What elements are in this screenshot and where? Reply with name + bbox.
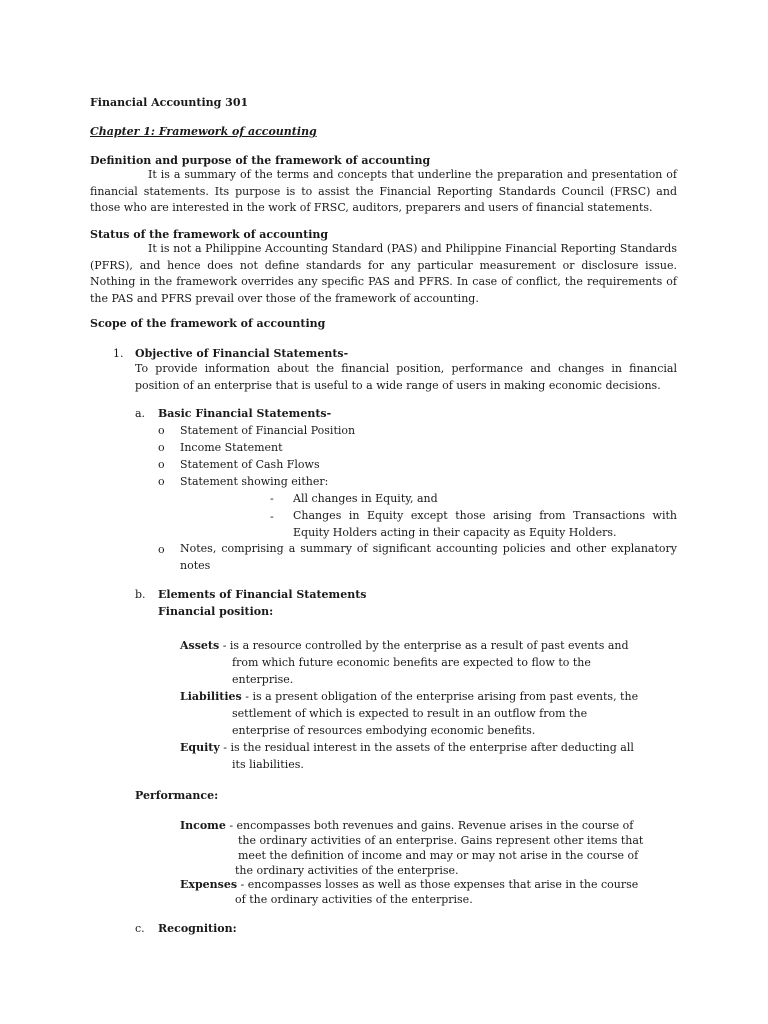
list-letter-c: c. — [135, 922, 145, 935]
expenses-line: of the ordinary activities of the enterprise. — [235, 893, 473, 906]
list-number-1: 1. — [113, 347, 124, 360]
liabilities-line: enterprise of resources embodying economic benefits. — [232, 724, 536, 737]
section-heading-scope: Scope of the framework of accounting — [90, 317, 326, 330]
bullet-glyph: o — [158, 458, 165, 471]
section-heading-status: Status of the framework of accounting — [90, 228, 329, 241]
dash-glyph: - — [270, 510, 274, 523]
income-line: meet the definition of income and may or may not arise in the course of — [238, 849, 639, 862]
dash-glyph: - — [270, 492, 274, 505]
item1-title: Objective of Financial Statements- — [135, 347, 349, 360]
item-a-title: Basic Financial Statements- — [158, 407, 332, 420]
bullet-item: Statement of Financial Position — [180, 424, 356, 437]
section-body-definition: It is a summary of the terms and concepts that underline the preparation and presentation of financial statements. Its purpose is to assist the Financial Reporting Standards Council (FRSC) and those who are interested in the work of FRSC, auditors, preparers and users of financial statements. — [90, 168, 677, 214]
section-heading-definition: Definition and purpose of the framework of accounting — [90, 154, 431, 167]
expenses-term: Expenses — [180, 878, 238, 891]
section-body-status: It is not a Philippine Accounting Standard (PAS) and Philippine Financial Reporting Standards (PFRS), and hence does not define standards for any particular measurement or disclosure issue. Nothing in the framework overrides any specific PAS and PFRS. In case of conflict, the requirements of the PAS and PFRS prevail over those of the framework of accounting. — [90, 242, 677, 305]
dash-item: Changes in Equity except those arising from Transactions with Equity Holders acting in their capacity as Equity Holders. — [293, 509, 677, 539]
assets-line: from which future economic benefits are expected to flow to the — [232, 656, 591, 669]
assets-line: - is a resource controlled by the enterprise as a result of past events and — [219, 639, 629, 652]
course-title: Financial Accounting 301 — [90, 96, 249, 109]
assets-line: enterprise. — [232, 673, 294, 686]
item1-body: To provide information about the financial position, performance and changes in financial position of an enterprise that is useful to a wide range of users in making economic decisions. — [135, 362, 677, 392]
equity-line: its liabilities. — [232, 758, 304, 771]
equity-line: - is the residual interest in the assets of the enterprise after deducting all — [219, 741, 634, 754]
bullet-item: Statement showing either: — [180, 475, 329, 488]
income-line: the ordinary activities of the enterprise. — [235, 864, 459, 877]
liabilities-term: Liabilities — [180, 690, 242, 703]
bullet-item-notes: Notes, comprising a summary of significant accounting policies and other explanatory notes — [180, 542, 677, 572]
liabilities-line: - is a present obligation of the enterprise arising from past events, the — [241, 690, 639, 703]
income-term: Income — [180, 819, 226, 832]
bullet-item: Statement of Cash Flows — [180, 458, 320, 471]
equity-term: Equity — [180, 741, 220, 754]
bullet-glyph: o — [158, 441, 165, 454]
item-b-title: Elements of Financial Statements — [158, 588, 367, 601]
item-c-title: Recognition: — [158, 922, 237, 935]
liabilities-definition — [180, 688, 638, 705]
chapter-title: Chapter 1: Framework of accounting — [90, 125, 317, 138]
income-line: the ordinary activities of an enterprise. Gains represent other items that — [238, 834, 644, 847]
assets-term: Assets — [180, 639, 220, 652]
equity-definition — [180, 739, 634, 756]
list-letter-b: b. — [135, 588, 146, 601]
income-line: - encompasses both revenues and gains. Revenue arises in the course of — [225, 819, 634, 832]
expenses-line: - encompasses losses as well as those expenses that arise in the course — [237, 878, 639, 891]
list-letter-a: a. — [135, 407, 146, 420]
financial-position-label: Financial position: — [158, 605, 274, 618]
bullet-glyph: o — [158, 543, 165, 556]
bullet-item: Income Statement — [180, 441, 283, 454]
bullet-glyph: o — [158, 424, 165, 437]
liabilities-line: settlement of which is expected to result in an outflow from the — [232, 707, 588, 720]
assets-definition — [180, 637, 629, 654]
bullet-glyph: o — [158, 475, 165, 488]
dash-item: All changes in Equity, and — [293, 492, 438, 505]
performance-label: Performance: — [135, 789, 219, 802]
